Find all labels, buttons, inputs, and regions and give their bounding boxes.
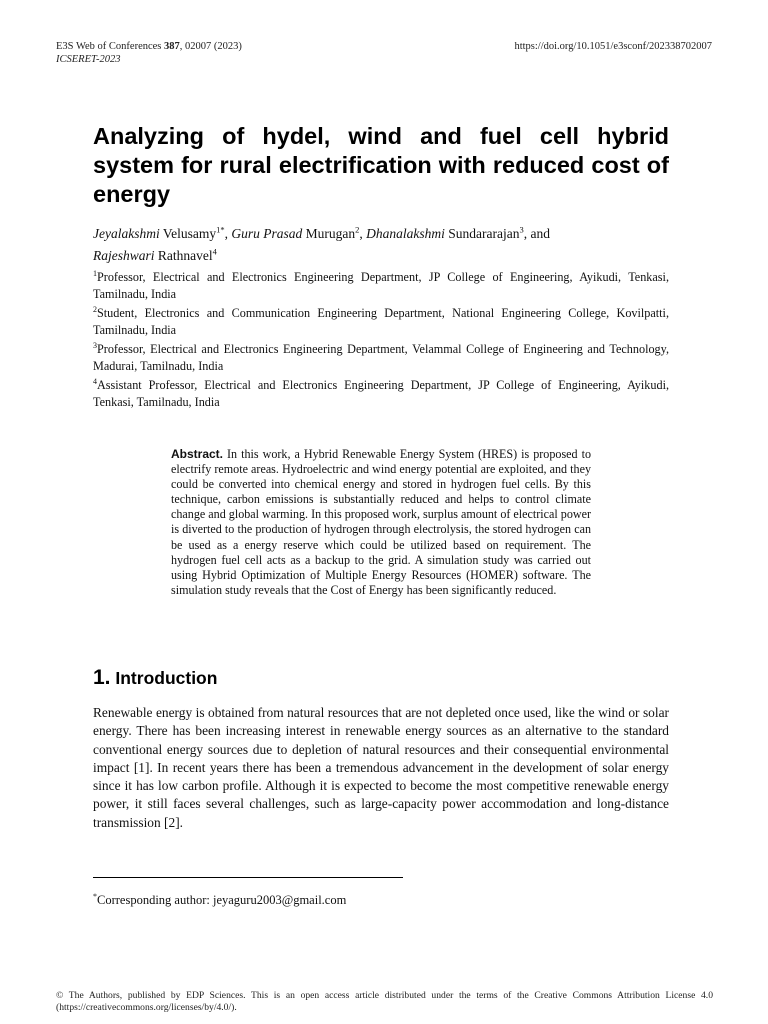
affiliation: $^1$Professor, Electrical and Electronics Engineering Department, JP College of Engineering, Ayikudi, Tenkasi, Tamilnadu, India (93, 269, 669, 301)
abstract-label: Abstract. (171, 447, 224, 461)
section-number: 1. (93, 666, 111, 689)
conference-venue: ICSERET-2023 (56, 54, 121, 65)
affiliation: $^4$Assistant Professor, Electrical and Electronics Engineering Department, JP College of Engineering, Ayikudi, Tenkasi, Tamilnadu, India (93, 377, 669, 409)
doi-link[interactable]: https://doi.org/10.1051/e3sconf/202338702007 (514, 41, 712, 52)
affiliations (93, 266, 669, 410)
footnote-divider (93, 877, 403, 878)
abstract-text: In this work, a Hybrid Renewable Energy System (HRES) is proposed to electrify remote areas. Hydroelectric and wind energy potential are exploited, and they could be converted into chemical energy and stored in hydrogen fuel cells. By this technique, carbon emissions is substantially reduced and helps to control climate change and global warming. In this proposed work, surplus amount of electrical power is diverted to the production of hydrogen through electrolysis, the stored hydrogen can be used as a energy reserve which could be utilized based on requirement. The hydrogen fuel cell acts as a backup to the grid. A simulation study was carried out using Hybrid Optimization of Multiple Energy Resources (HOMER) software. The simulation study reveals that the Cost of Energy has been significantly reduced. (171, 447, 591, 597)
running-header-left (56, 40, 242, 66)
journal-name: E3S Web of Conferences (56, 41, 162, 52)
section-title: Introduction (110, 668, 218, 688)
corresponding-email[interactable]: jeyaguru2003@gmail.com (212, 893, 347, 908)
paper-title: Analyzing of hydel, wind and fuel cell hybrid system for rural electrification with reduced cost of energy (93, 123, 669, 207)
author: Guru Prasad Murugan$^2$, (231, 224, 367, 241)
footnote-label: Corresponding author: (97, 893, 213, 908)
affiliation: $^2$Student, Electronics and Communication Engineering Department, National Engineering College, Kovilpatti, Tamilnadu, India (93, 305, 669, 337)
introduction-paragraph: Renewable energy is obtained from natural resources that are not depleted once used, like the wind or solar energy. There has been increasing interest in renewable energy sources as an alternative to the standard conventional energy sources due to depletion of natural resources and their consequential environmental impact [1]. In recent years there has been a tremendous advancement in the development of solar energy since it has low carbon profile. Although it is expected to become the most competitive renewable energy power, it still faces several challenges, such as large-capacity power accommodation and long-distance transmission [2]. (93, 705, 669, 830)
section-heading-introduction (93, 666, 669, 690)
journal-volume: 387 (164, 41, 180, 52)
author: Jeyalakshmi Velusamy$^{1*}$, (93, 224, 232, 241)
affiliation: $^3$Professor, Electrical and Electronics Engineering Department, Velammal College of Engineering and Technology, Madurai, Tamilnadu, India (93, 341, 669, 373)
corresponding-author-footnote: *Corresponding author: jeyaguru2003@gmail.com (93, 892, 347, 908)
author: Dhanalakshmi Sundararajan$^3$, and (366, 224, 550, 241)
article-number: , 02007 (2023) (179, 41, 242, 52)
author-list (93, 220, 669, 265)
license-notice: © The Authors, published by EDP Sciences. This is an open access article distributed under the terms of the Creative Commons Attribution License 4.0 (https://creativecommons.org/licenses/by/4.0/). (56, 990, 713, 1013)
abstract (171, 447, 591, 598)
author: Rajeshwari Rathnavel$^4$ (93, 246, 217, 263)
